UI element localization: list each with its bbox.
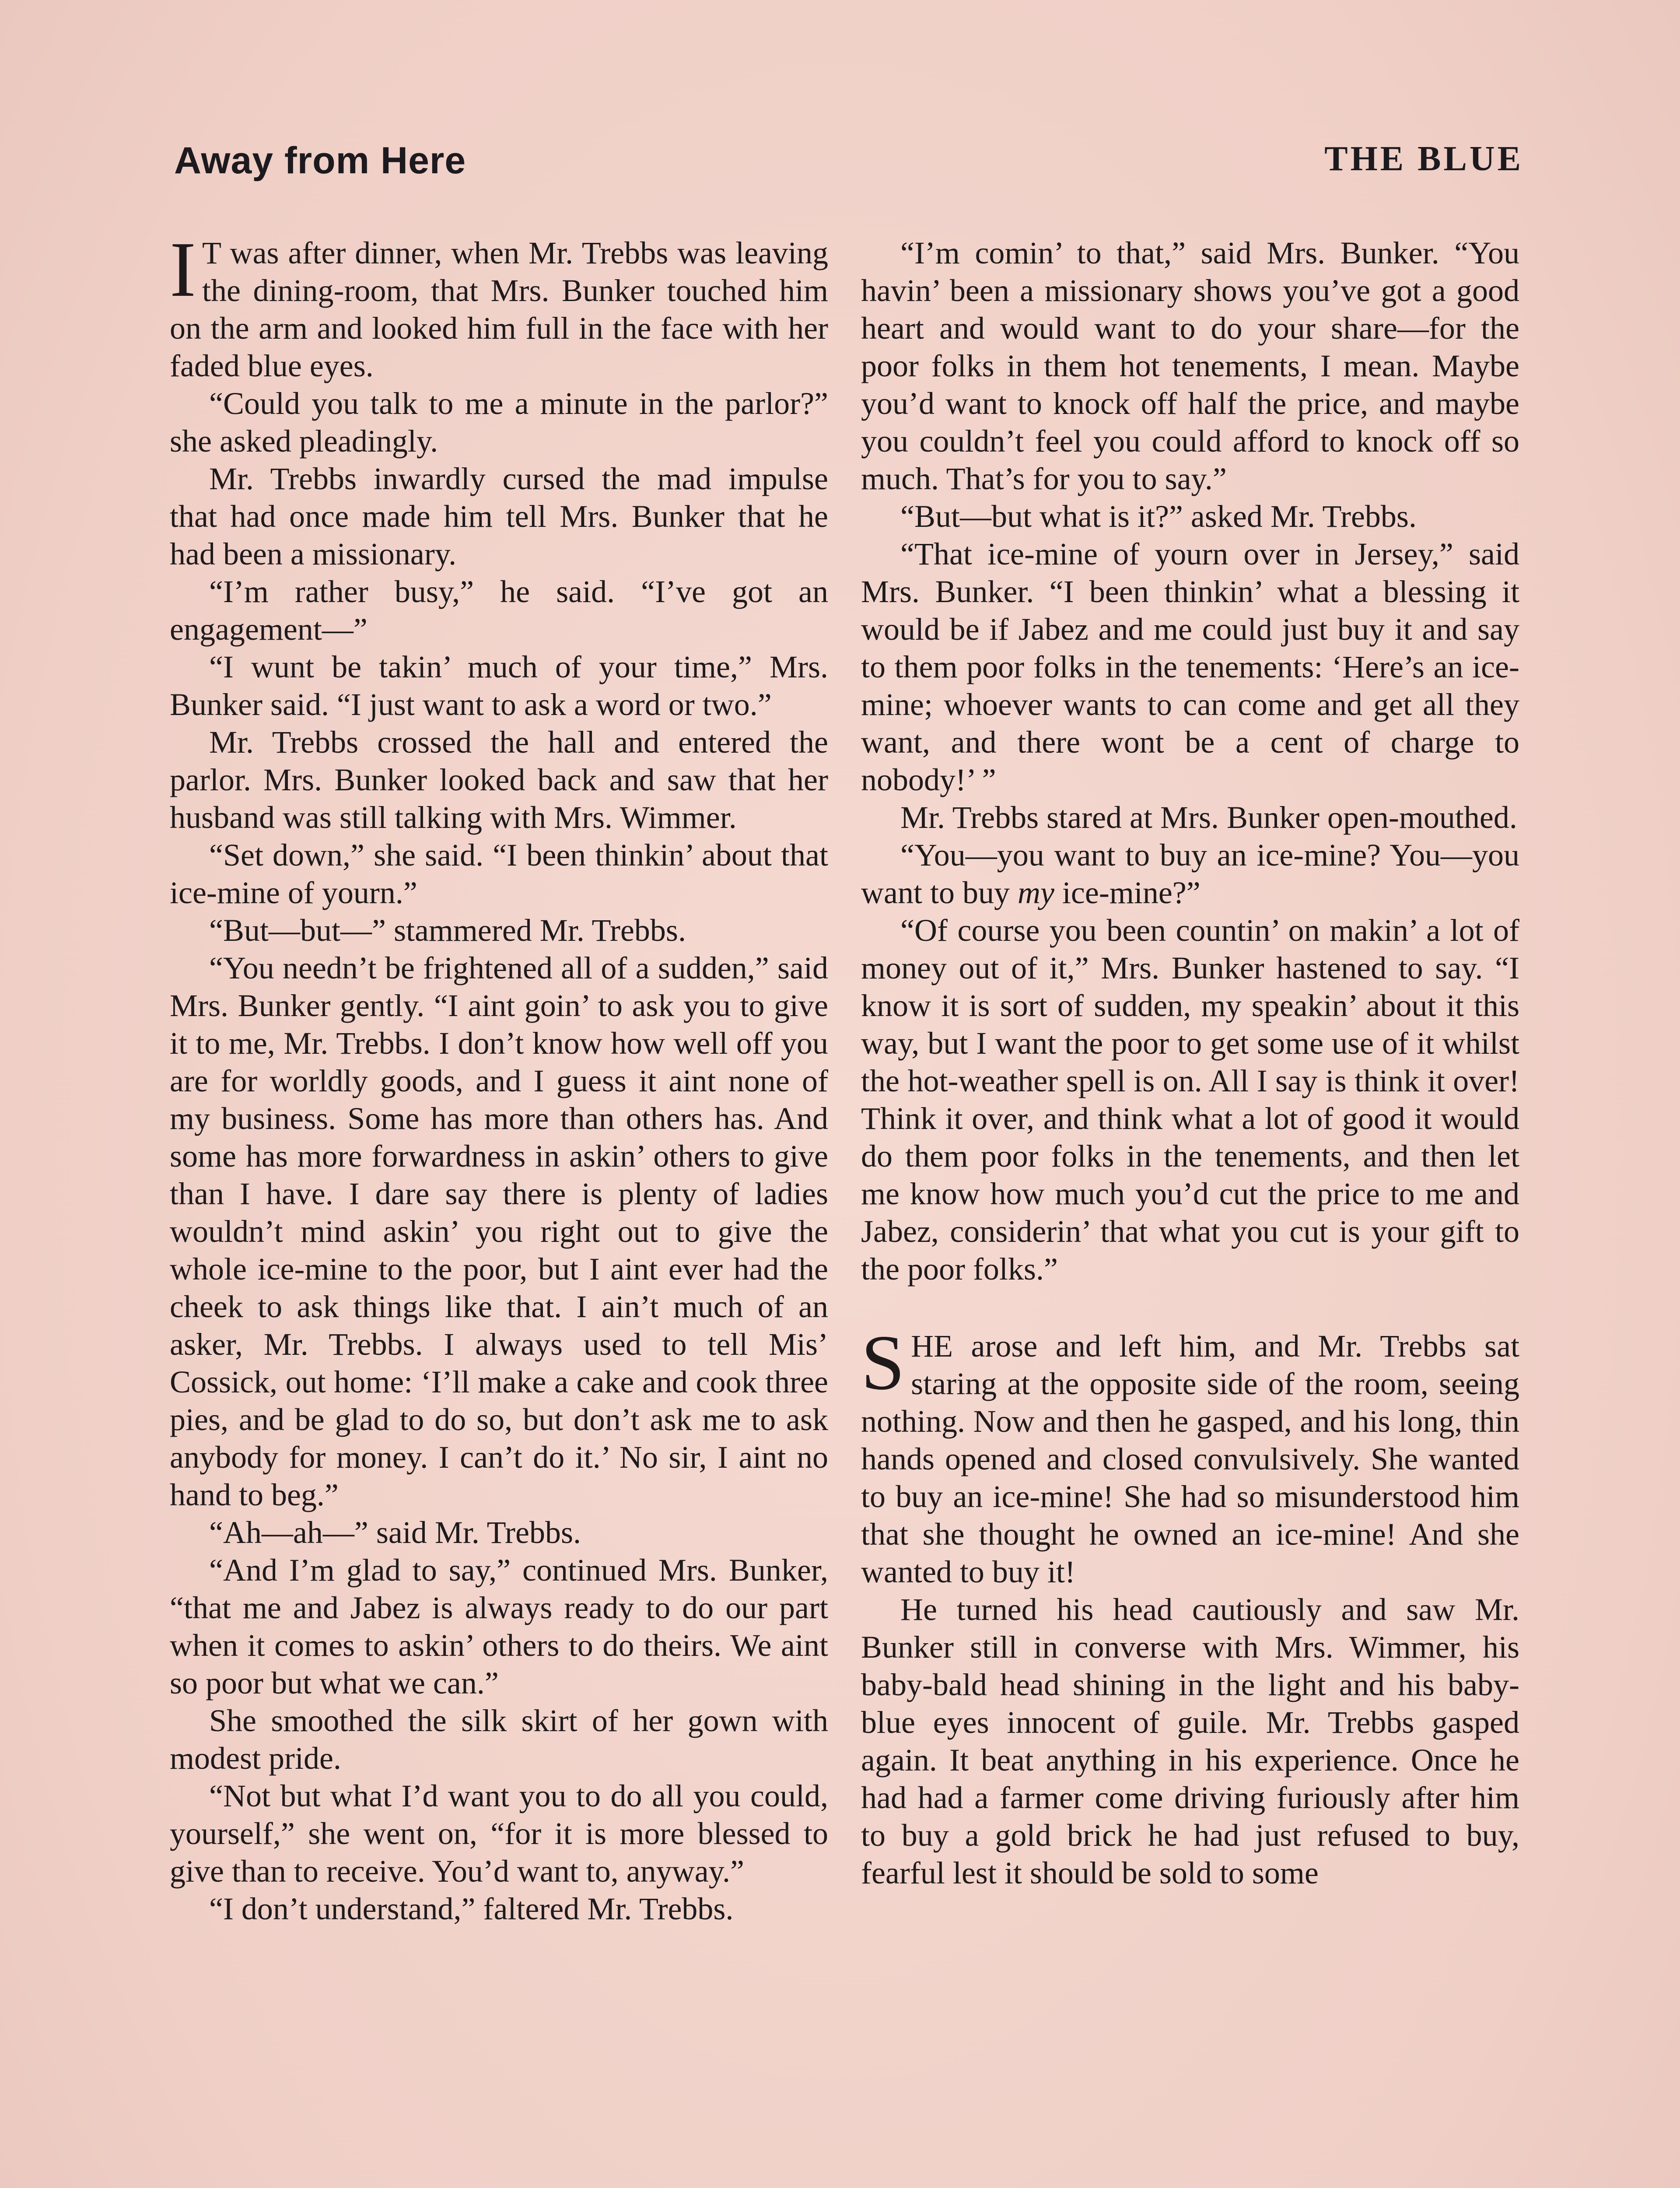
drop-cap: S	[861, 1319, 905, 1406]
right-column	[861, 234, 1519, 1892]
left-column	[170, 226, 828, 1928]
paragraph: He turned his head cautiously and saw Mr. Bunker still in converse with Mrs. Wimmer, his baby-bald head shining in the light and his baby-blue eyes innocent of guile. Mr. Trebbs gasped again. It beat anything in his experience. Once he had had a farmer come driving furiously after him to buy a gold brick he had just refused to buy, fearful lest it should be sold to some	[861, 1592, 1519, 1890]
paragraph	[861, 836, 1519, 912]
paragraph-text: HE arose and left him, and Mr. Trebbs sat staring at the opposite side of the room, seeing nothing. Now and then he gasped, and his long, thin hands opened and closed convulsively. She wanted to buy an ice-mine! She had so misunderstood him that she thought he owned an ice-mine! And she wanted to buy it!	[861, 1329, 1519, 1589]
paragraph: “But—but what is it?” asked Mr. Trebbs.	[900, 499, 1417, 534]
paragraph: “And I’m glad to say,” continued Mrs. Bunker, “that me and Jabez is always ready to do our part when it comes to askin’ others to do theirs. We aint so poor but what we can.”	[170, 1553, 828, 1701]
paragraph	[861, 1319, 1519, 1591]
drop-cap: I	[170, 226, 196, 313]
paragraph: She smoothed the silk skirt of her gown with modest pride.	[170, 1703, 828, 1776]
paragraph: “That ice-mine of yourn over in Jersey,” said Mrs. Bunker. “I been thinkin’ what a blessing it would be if Jabez and me could just buy it and say to them poor folks in the tenements: ‘Here’s an ice-mine; whoever wants to can come and get all they want, and there wont be a cent of charge to nobody!’ ”	[861, 536, 1519, 797]
paragraph: “I’m comin’ to that,” said Mrs. Bunker. “You havin’ been a missionary shows you’ve got a good heart and would want to do your share—for the poor folks in them hot tenements, I mean. Maybe you’d want to knock off half the price, and maybe you couldn’t feel you could afford to knock off so much. That’s for you to say.”	[861, 235, 1519, 496]
paragraph: “But—but—” stammered Mr. Trebbs.	[209, 913, 686, 948]
paragraph	[170, 226, 828, 385]
paragraph: “I wunt be takin’ much of your time,” Mrs. Bunker said. “I just want to ask a word or two.”	[170, 649, 828, 722]
paragraph: “I don’t understand,” faltered Mr. Trebbs.	[209, 1891, 734, 1926]
paragraph: “Could you talk to me a minute in the parlor?” she asked pleadingly.	[170, 386, 828, 459]
paragraph-text: T was after dinner, when Mr. Trebbs was leaving the dining-room, that Mrs. Bunker touched him on the arm and looked him full in the face with her faded blue eyes.	[170, 235, 828, 383]
paragraph-text: ice-mine?”	[1054, 875, 1200, 910]
paragraph-text: “You—you want to buy an ice-mine? You—you want to buy	[861, 838, 1519, 910]
story-title-header: Away from Here	[174, 140, 466, 182]
paragraph: “Of course you been countin’ on makin’ a lot of money out of it,” Mrs. Bunker hastened to say. “I know it is sort of sudden, my speakin’ about it this way, but I want the poor to get some use of it whilst the hot-weather spell is on. All I say is think it over! Think it over, and think what a lot of good it would do them poor folks in the tenements, and then let me know how much you’d cut the price to me and Jabez, considerin’ that what you cut is your gift to the poor folks.”	[861, 913, 1519, 1287]
paragraph: “Ah—ah—” said Mr. Trebbs.	[209, 1515, 581, 1550]
paragraph: “Set down,” she said. “I been thinkin’ about that ice-mine of yourn.”	[170, 838, 828, 910]
magazine-title-header: THE BLUE	[1324, 140, 1523, 178]
paragraph: Mr. Trebbs inwardly cursed the mad impulse that had once made him tell Mrs. Bunker that he had been a missionary.	[170, 461, 828, 572]
paragraph: Mr. Trebbs crossed the hall and entered the parlor. Mrs. Bunker looked back and saw that her husband was still talking with Mrs. Wimmer.	[170, 725, 828, 835]
paragraph: “Not but what I’d want you to do all you could, yourself,” she went on, “for it is more blessed to give than to receive. You’d want to, anyway.”	[170, 1778, 828, 1889]
emphasis-text: my	[1017, 875, 1054, 910]
paragraph: Mr. Trebbs stared at Mrs. Bunker open-mouthed.	[900, 800, 1517, 835]
paragraph: “You needn’t be frightened all of a sudden,” said Mrs. Bunker gently. “I aint goin’ to ask you to give it to me, Mr. Trebbs. I don’t know how well off you are for worldly goods, and I guess it aint none of my business. Some has more than others has. And some has more forwardness in askin’ others to give than I have. I dare say there is plenty of ladies wouldn’t mind askin’ you right out to give the whole ice-mine to the poor, but I aint ever had the cheek to ask things like that. I ain’t much of an asker, Mr. Trebbs. I always used to tell Mis’ Cossick, out home: ‘I’ll make a cake and cook three pies, and be glad to do so, but don’t ask me to ask anybody for money. I can’t do it.’ No sir, I aint no hand to beg.”	[170, 950, 828, 1512]
paragraph: “I’m rather busy,” he said. “I’ve got an engagement—”	[170, 574, 828, 647]
